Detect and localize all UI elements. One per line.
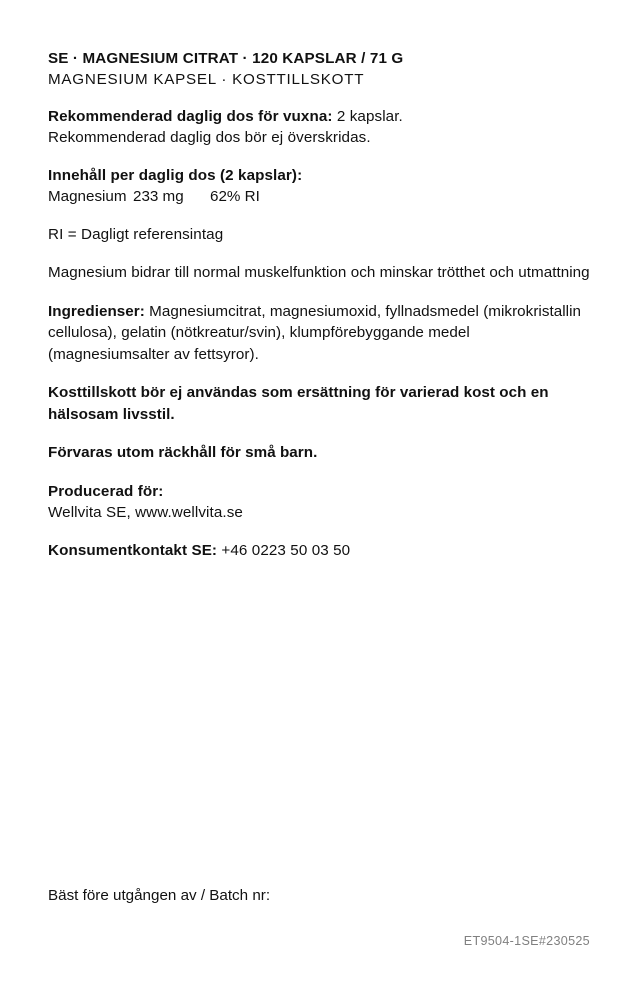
product-title-block: [48, 48, 590, 90]
ri-footnote: RI = Dagligt referensintag: [48, 226, 224, 243]
dosage-value: 2 kapslar.: [336, 108, 403, 125]
producer-block: [48, 481, 590, 523]
nutrient-amount: 233 mg: [133, 188, 184, 205]
ingredients-block: [48, 301, 590, 366]
ingredients-label: Ingredienser:: [48, 302, 145, 320]
nutrition-heading: Innehåll per daglig dos (2 kapslar):: [48, 167, 303, 184]
dosage-recommendation-line: [48, 106, 590, 127]
product-title: SE · MAGNESIUM CITRAT · 120 KAPSLAR / 71 G: [48, 50, 404, 67]
dosage-warning: Rekommenderad daglig dos bör ej överskridas.: [48, 129, 371, 146]
ri-footnote-block: [48, 224, 590, 245]
consumer-contact-value: +46 0223 50 03 50: [221, 541, 351, 559]
nutrition-block: [48, 165, 590, 207]
health-claim-block: [48, 262, 590, 284]
ingredients-value: Magnesiumcitrat, magnesiumoxid, fyllnadsmedel (mikrokristallin cellulosa), gelatin (nötkreatur/svin), klumpförebyggande medel (magnesiumsalter av fettsyror).: [48, 302, 582, 363]
batch-number-line: Bäst före utgången av / Batch nr:: [48, 887, 271, 904]
nutrition-row: [48, 186, 590, 207]
storage-warning-block: [48, 442, 590, 464]
disclaimer-block: [48, 382, 590, 425]
product-code: ET9504-1SE#230525: [463, 934, 590, 948]
product-subtitle: MAGNESIUM KAPSEL · KOSTTILLSKOTT: [48, 71, 365, 88]
consumer-contact-label: Konsumentkontakt SE:: [48, 541, 218, 559]
consumer-contact-block: [48, 540, 590, 561]
nutrient-name: Magnesium: [48, 188, 127, 205]
disclaimer-text: Kosttillskott bör ej användas som ersättning för varierad kost och en hälsosam livsstil.: [48, 384, 549, 423]
producer-value: Wellvita SE, www.wellvita.se: [48, 503, 243, 521]
health-claim-text: Magnesium bidrar till normal muskelfunktion och minskar trötthet och utmattning: [48, 264, 590, 281]
dosage-block: [48, 106, 590, 148]
nutrient-ri-percent: 62% RI: [210, 188, 260, 205]
producer-label: Producerad för:: [48, 482, 164, 500]
storage-warning-text: Förvaras utom räckhåll för små barn.: [48, 444, 318, 461]
consumer-contact-line: [48, 540, 590, 561]
dosage-label: Rekommenderad daglig dos för vuxna:: [48, 108, 333, 125]
ingredients-paragraph: [48, 301, 590, 366]
